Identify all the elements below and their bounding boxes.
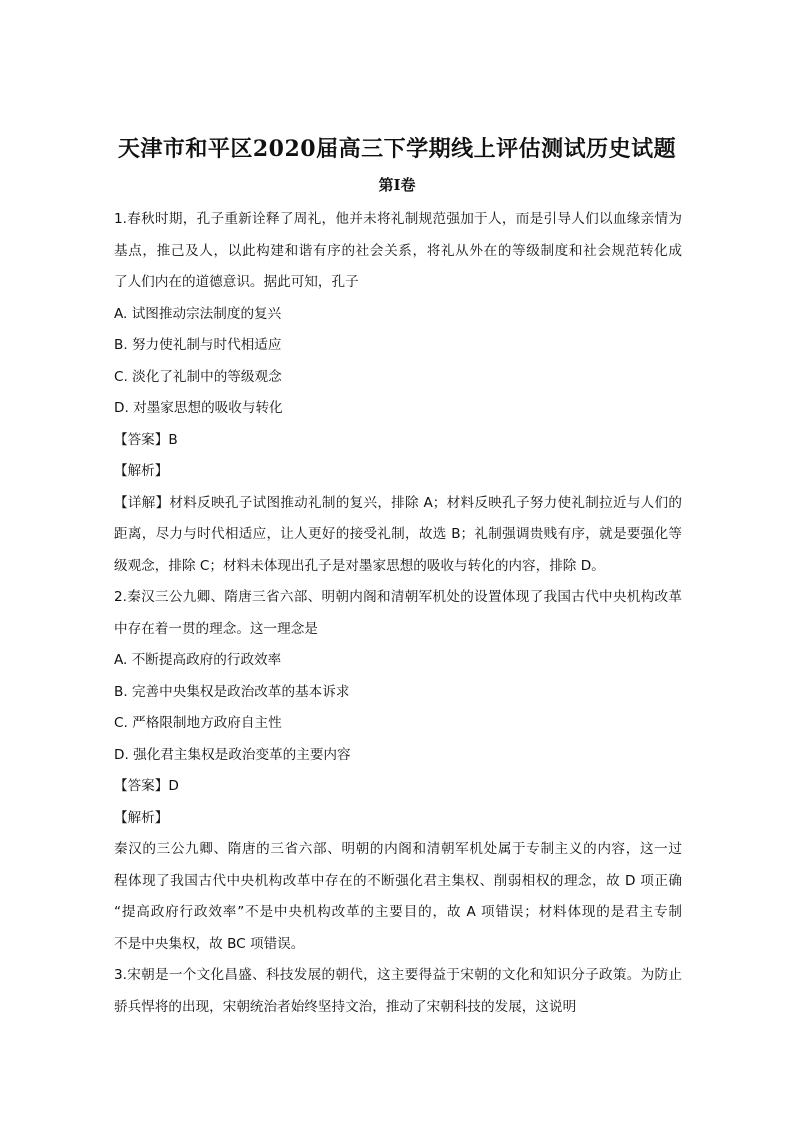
question-3 <box>114 960 682 1023</box>
section-heading: 第Ⅰ卷 <box>378 176 416 194</box>
option-b: B. 努力使礼制与时代相适应 <box>114 337 282 353</box>
option-d: D. 强化君主集权是政治变革的主要内容 <box>114 746 351 763</box>
analysis-line: 程体现了我国古代中央机构改革中存在的不断强化君主集权、削弱相权的理念，故 D 项正确 <box>114 872 682 889</box>
question-stem-line: 基点，推己及人，以此构建和谐有序的社会关系，将礼从外在的等级制度和社会规范转化成 <box>114 242 682 259</box>
question-1 <box>114 204 682 582</box>
option-d: D. 对墨家思想的吸收与转化 <box>114 400 283 416</box>
option-b: B. 完善中央集权是政治改革的基本诉求 <box>114 683 350 700</box>
question-stem-line: 中存在着一贯的理念。这一理念是 <box>114 620 318 637</box>
question-content <box>114 204 682 1023</box>
question-stem-line: 2.秦汉三公九卿、隋唐三省六部、明朝内阁和清朝军机处的设置体现了我国古代中央机构改革 <box>114 589 682 605</box>
analysis-line: “提高政府行政效率”不是中央机构改革的主要目的，故 A 项错误；材料体现的是君主专制 <box>114 904 682 920</box>
analysis-line: 【详解】材料反映孔子试图推动礼制的复兴，排除 A；材料反映孔子努力使礼制拉近与人们的 <box>114 494 682 511</box>
analysis-line: 不是中央集权，故 BC 项错误。 <box>114 935 305 952</box>
question-stem-line: 了人们内在的道德意识。据此可知，孔子 <box>114 274 359 290</box>
analysis-line: 秦汉的三公九卿、隋唐的三省六部、明朝的内阁和清朝军机处属于专制主义的内容，这一过 <box>114 841 682 857</box>
question-stem-line: 1.春秋时期，孔子重新诠释了周礼，他并未将礼制规范强加于人，而是引导人们以血缘亲情为 <box>114 211 682 227</box>
page-title: 天津市和平区2020届高三下学期线上评估测试历史试题 <box>117 136 677 162</box>
option-a: A. 不断提高政府的行政效率 <box>114 652 282 668</box>
question-stem-line: 骄兵悍将的出现，宋朝统治者始终坚持文治，推动了宋朝科技的发展，这说明 <box>114 998 577 1015</box>
analysis-line: 级观念，排除 C；材料未体现出孔子是对墨家思想的吸收与转化的内容，排除 D。 <box>114 557 605 574</box>
question-2 <box>114 582 682 960</box>
question-stem-line: 3.宋朝是一个文化昌盛、科技发展的朝代，这主要得益于宋朝的文化和知识分子政策。为防止 <box>114 967 682 983</box>
option-c: C. 淡化了礼制中的等级观念 <box>114 368 282 385</box>
analysis-label: 【解析】 <box>114 463 169 479</box>
answer-label: 【答案】B <box>114 431 178 448</box>
analysis-label: 【解析】 <box>114 809 169 826</box>
option-c: C. 严格限制地方政府自主性 <box>114 715 282 731</box>
answer-label: 【答案】D <box>114 778 179 794</box>
option-a: A. 试图推动宗法制度的复兴 <box>114 305 282 322</box>
analysis-line: 距离，尽力与时代相适应，让人更好的接受礼制，故选 B；礼制强调贵贱有序，就是要强化等 <box>114 526 682 542</box>
